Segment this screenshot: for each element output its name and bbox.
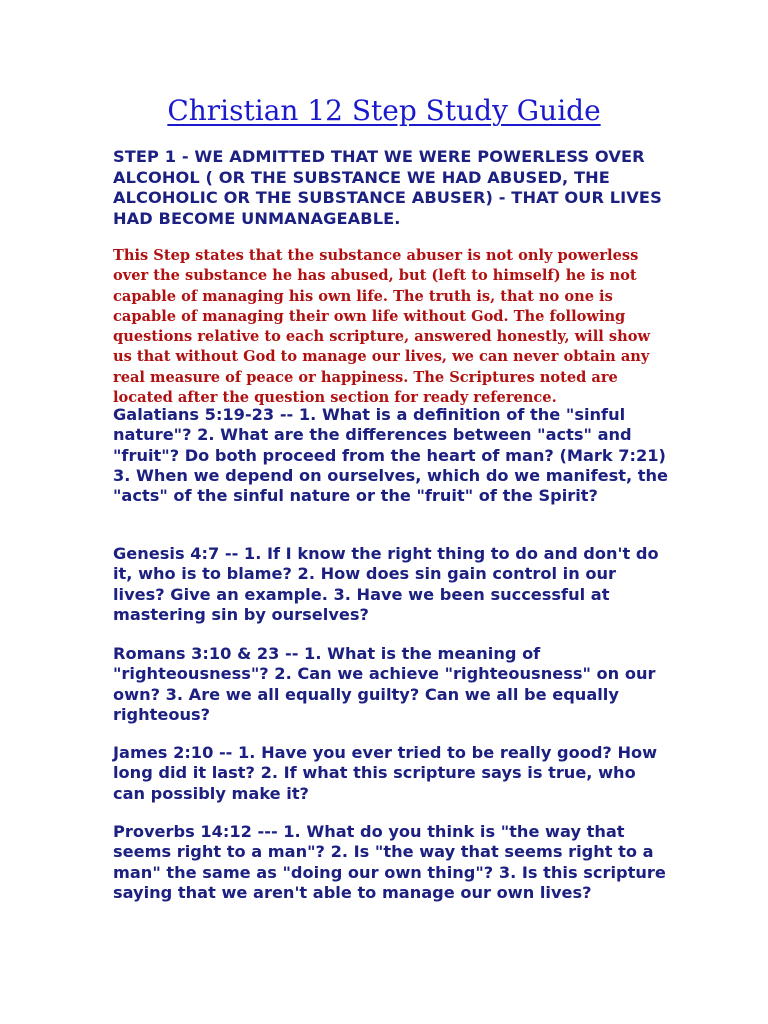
question-galatians: Galatians 5:19-23 -- 1. What is a definition of the "sinful nature"? 2. What are the differences between "acts" and "fruit"? Do both proceed from the heart of man? (Mark 7:21) 3. When we depend on ourselves, which do we manifest, the "acts" of the sinful nature or the "fruit" of the Spirit?: [113, 405, 669, 506]
question-romans: Romans 3:10 & 23 -- 1. What is the meaning of "righteousness"? 2. Can we achieve "righteousness" on our own? 3. Are we all equally guilty? Can we all be equally righteous?: [113, 644, 656, 724]
page-title: Christian 12 Step Study Guide: [167, 94, 601, 127]
intro-paragraph: This Step states that the substance abuser is not only powerless over the substance he has abused, but (left to himself) he is not capable of managing his own life. The truth is, that no one is capable of managing their own life without God. The following questions relative to each scripture, answered honestly, will show us that without God to manage our lives, we can never obtain any real measure of peace or happiness. The Scriptures noted are located after the question section for ready reference.: [113, 247, 651, 407]
question-james: James 2:10 -- 1. Have you ever tried to be really good? How long did it last? 2. If what this scripture says is true, who can possibly make it?: [113, 743, 658, 803]
question-genesis: Genesis 4:7 -- 1. If I know the right thing to do and don't do it, who is to blame? 2. How does sin gain control in our lives? Give an example. 3. Have we been successful at mastering sin by ourselves?: [113, 544, 659, 624]
step-heading: STEP 1 - WE ADMITTED THAT WE WERE POWERLESS OVER ALCOHOL ( OR THE SUBSTANCE WE HAD ABUSED, THE ALCOHOLIC OR THE SUBSTANCE ABUSER) - THAT OUR LIVES HAD BECOME UNMANAGEABLE.: [113, 147, 662, 228]
question-proverbs: Proverbs 14:12 --- 1. What do you think is "the way that seems right to a man"? 2. Is "the way that seems right to a man" the same as "doing our own thing"? 3. Is this scripture saying that we aren't able to manage our own lives?: [113, 822, 666, 902]
